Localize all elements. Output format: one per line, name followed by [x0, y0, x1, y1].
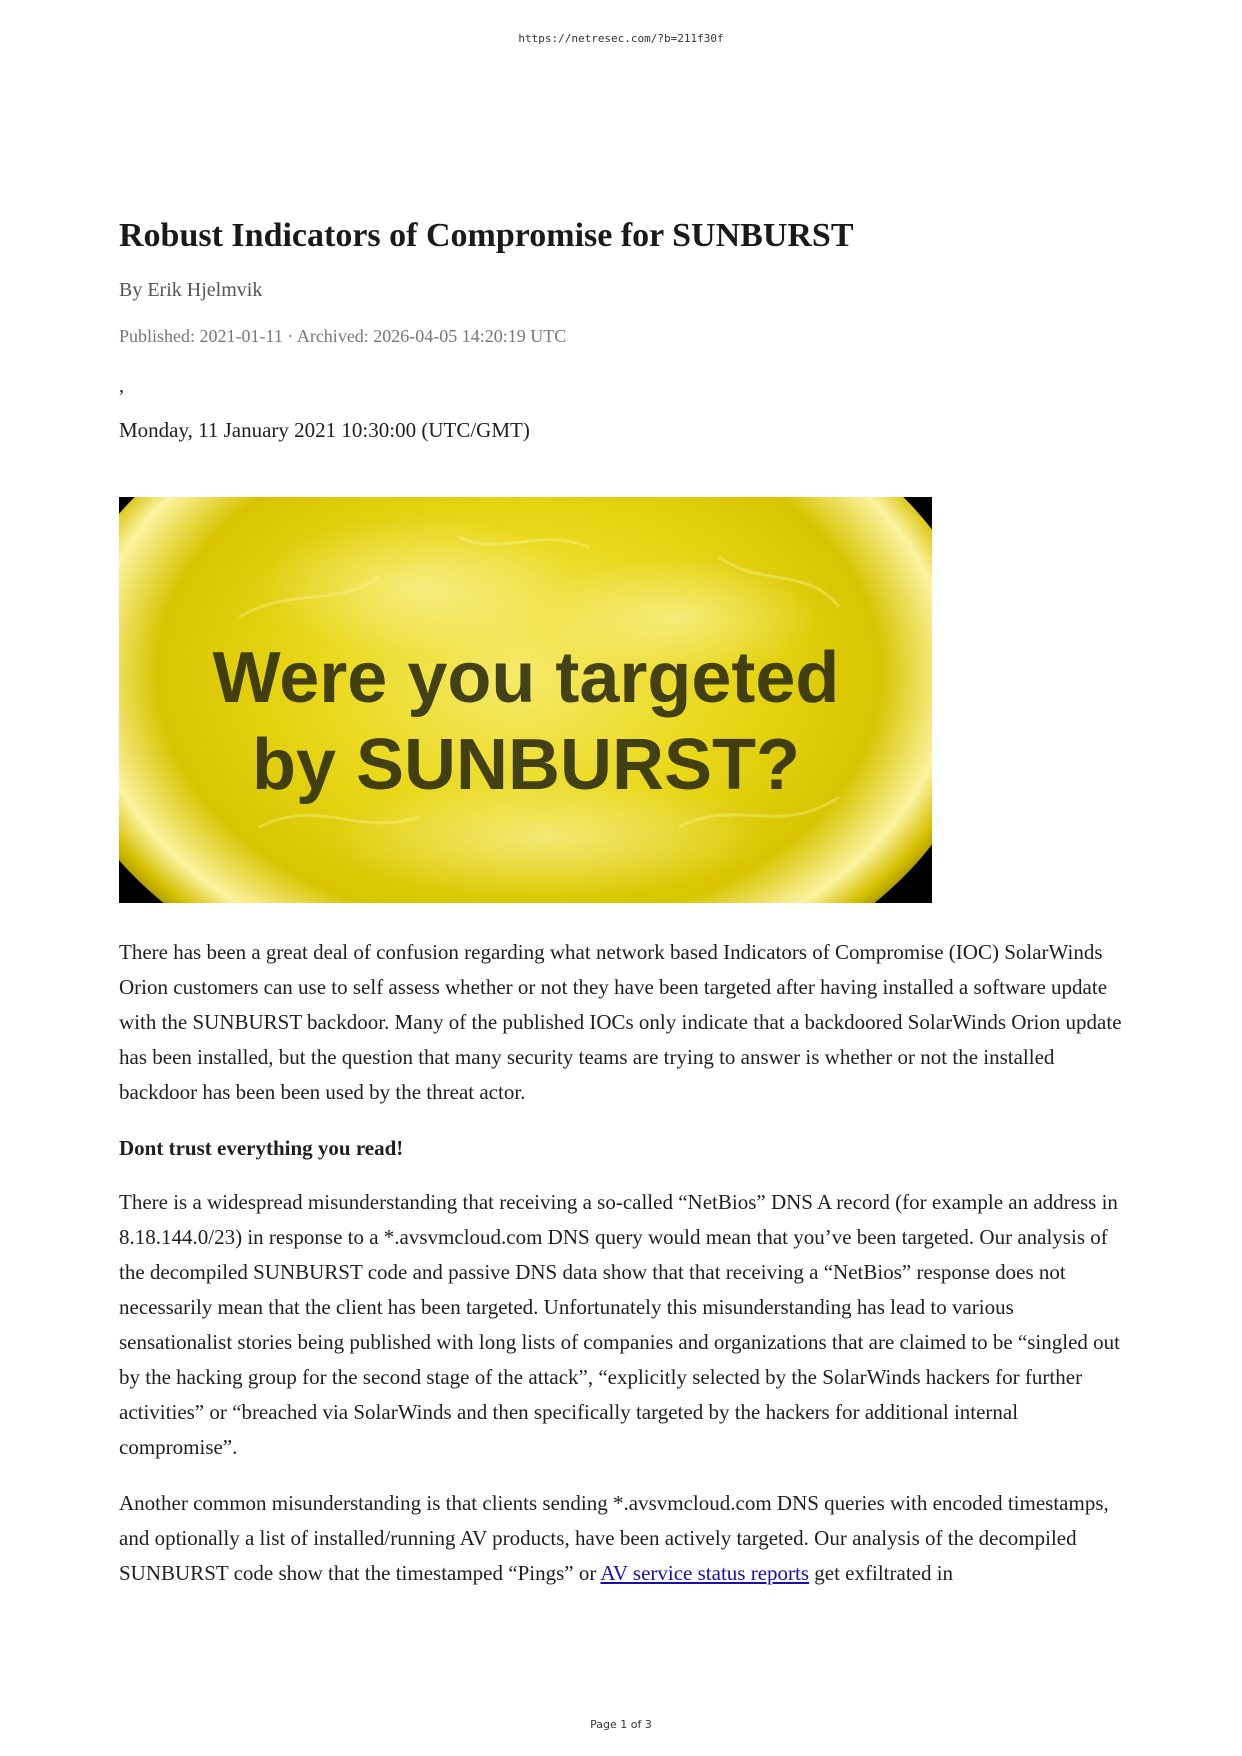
- paragraph-intro: There has been a great deal of confusion regarding what network based Indicators of Compromise (IOC) SolarWinds Orion customers can use to self assess whether or not they have been targeted after having installed a software update with the SUNBURST backdoor. Many of the published IOCs only indicate that a backdoored SolarWinds Orion update has been installed, but the question that many security teams are trying to answer is whether or not the installed backdoor has been been used by the threat actor.: [119, 940, 1122, 1104]
- article-dates: Published: 2021-01-11 · Archived: 2026-04-05 14:20:19 UTC: [119, 326, 567, 346]
- section-heading: Dont trust everything you read!: [119, 1136, 404, 1160]
- paragraph-timestamps: [119, 1486, 1129, 1591]
- article: [119, 214, 1129, 1612]
- page-number: Page 1 of 3: [590, 1718, 652, 1731]
- paragraph-timestamps-tail: get exfiltrated in: [809, 1561, 954, 1585]
- hero-line-2: by SUNBURST?: [251, 725, 801, 805]
- hero-image-sunburst: [119, 497, 932, 903]
- paragraph-timestamps-text: Another common misunderstanding is that clients sending *.avsvmcloud.com DNS queries with encoded timestamps, and optionally a list of installed/running AV products, have been actively targeted. Our analysis of the decompiled SUNBURST code show that the timestamped “Pings” or: [119, 1491, 1109, 1585]
- hero-line-1: Were you targeted: [212, 638, 840, 718]
- article-body: [119, 935, 1129, 1591]
- article-lead: ,: [119, 375, 124, 397]
- paragraph-netbios: There is a widespread misunderstanding that receiving a so-called “NetBios” DNS A record (for example an address in 8.18.144.0/23) in response to a *.avsvmcloud.com DNS query would mean that you’ve been targeted. Our analysis of the decompiled SUNBURST code and passive DNS data show that that receiving a “NetBios” response does not necessarily mean that the client has been targeted. Unfortunately this misunderstanding has lead to various sensationalist stories being published with long lists of companies and organizations that are claimed to be “singled out by the hacking group for the second stage of the attack”, “explicitly selected by the SolarWinds hackers for further activities” or “breached via SolarWinds and then specifically targeted by the hackers for additional internal compromise”.: [119, 1190, 1120, 1459]
- print-header-url: https://netresec.com/?b=211f30f: [518, 32, 724, 45]
- article-dateline: Monday, 11 January 2021 10:30:00 (UTC/GMT): [119, 418, 530, 442]
- av-service-status-reports-link[interactable]: AV service status reports: [600, 1561, 810, 1585]
- article-title: Robust Indicators of Compromise for SUNBURST: [119, 217, 854, 254]
- article-byline: By Erik Hjelmvik: [119, 279, 263, 301]
- sun-image: [119, 497, 932, 903]
